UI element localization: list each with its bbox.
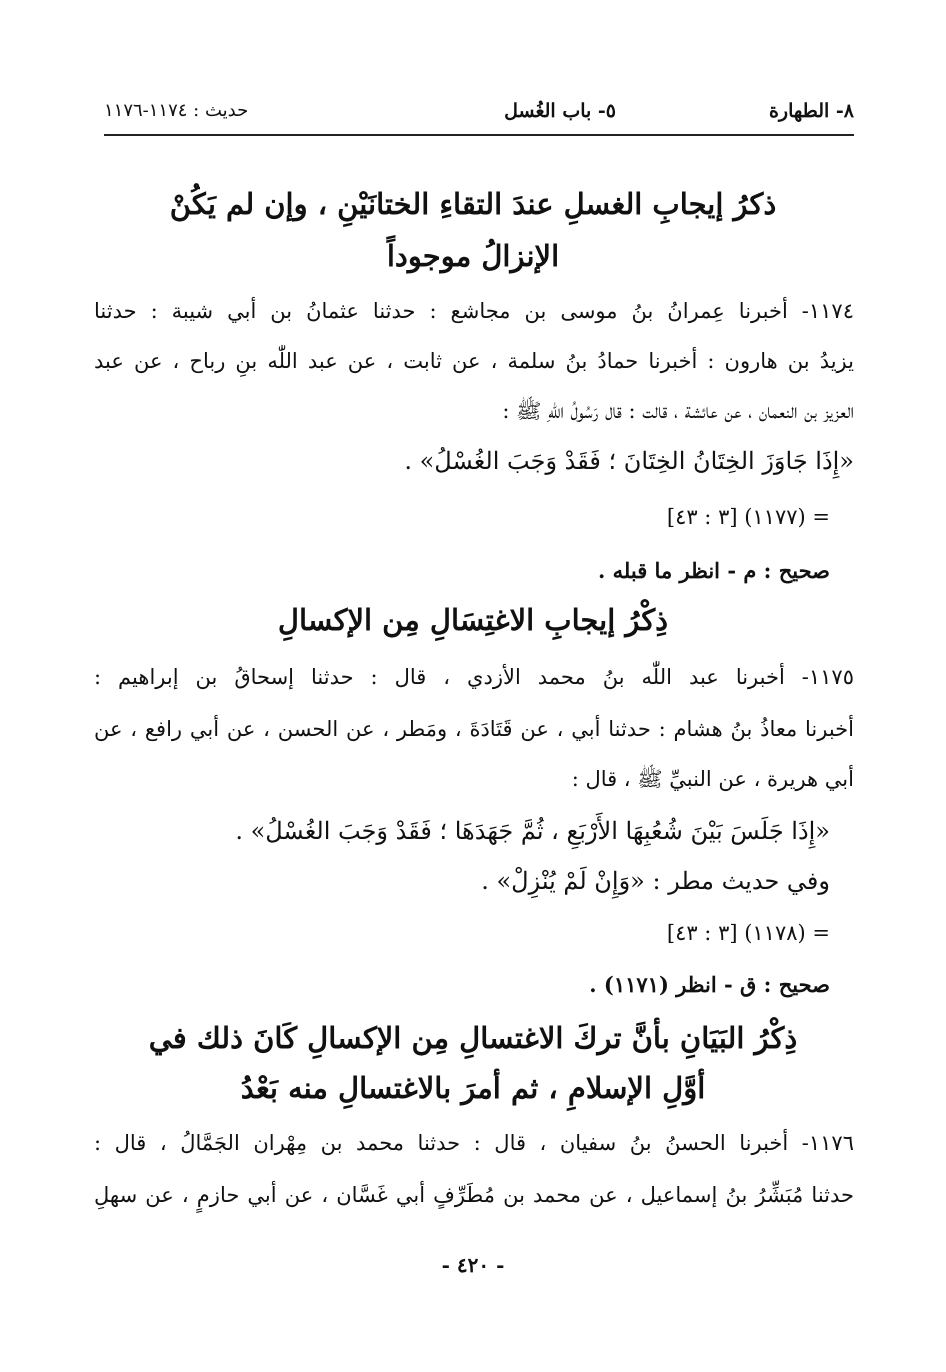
hadith-1174-line-3: العزيز بن النعمان ، عن عائشة ، قالت : قال رَسُولُ اللّٰهِ ﷺ : [502,399,854,423]
chapter-title: ٥- باب الغُسل [504,100,616,122]
section-1-title-line-1: ذكرُ إيجابِ الغسلِ عندَ التقاءِ الختانَيْنِ ، وإن لم يَكُنْ [169,187,777,221]
hadith-1174-reference: = (١١٧٧) [٣ : ٤٣] [666,505,830,529]
section-3-title-line-1: ذِكْرُ البَيَانِ بأنَّ تركَ الاغتسالِ مِن الإكسالِ كَانَ ذلك في [148,1021,798,1055]
hadith-1175-line-3: أبي هريرة ، عن النبيِّ ﷺ ، قال : [571,767,854,791]
hadith-1175-text: «إِذَا جَلَسَ بَيْنَ شُعُبِهَا الأَرْبَعِ ، ثُمَّ جَهَدَهَا ؛ فَقَدْ وَجَبَ الغُسْلُ» . [235,817,830,845]
book-title: ٨- الطهارة [768,100,854,122]
section-3-title-line-2: أوَّلِ الإسلامِ ، ثم أمرَ بالاغتسالِ منه بَعْدُ [240,1071,706,1105]
hadith-1176-line-1: ١١٧٦- أخبرنا الحسنُ بنُ سفيان ، قال : حدثنا محمد بن مِهْران الجَمَّالُ ، قال : [94,1131,854,1155]
hadith-1176-line-2: حدثنا مُبَشِّرُ بنُ إسماعيل ، عن محمد بن مُطَرِّفٍ أبي غَسَّان ، عن أبي حازمٍ ، عن سهلِ [94,1183,855,1207]
page-header [104,100,854,136]
hadith-1175-line-2: أخبرنا معاذُ بنُ هشام : حدثنا أبي ، عن قَتَادَةَ ، ومَطر ، عن الحسن ، عن أبي رافع ، عن [94,717,854,741]
page-number: - ٤٢٠ - [441,1253,505,1277]
hadith-1174-line-2: يزيدُ بن هارون : أخبرنا حمادُ بنُ سلمة ، عن ثابت ، عن عبد اللّٰه بنِ رباح ، عن عبد [94,349,854,373]
hadith-1175-grade: صحيح : ق - انظر (١١٧١) . [589,972,830,997]
hadith-1174-text: «إِذَا جَاوَزَ الخِتَانُ الخِتَانَ ؛ فَقَدْ وَجَبَ الغُسْلُ» . [404,447,854,475]
hadith-range: حديث : ١١٧٤-١١٧٦ [104,100,249,121]
hadith-1174-line-1: ١١٧٤- أخبرنا عِمرانُ بنُ موسى بن مجاشع : حدثنا عثمانُ بن أبي شيبة : حدثنا [94,299,854,323]
hadith-1175-note: وفي حديث مطر : «وَإِنْ لَمْ يُنْزِلْ» . [481,867,830,895]
hadith-1175-reference: = (١١٧٨) [٣ : ٤٣] [666,921,830,945]
section-1-title-line-2: الإنزالُ موجوداً [386,239,560,273]
hadith-1174-grade: صحيح : م - انظر ما قبله . [598,558,830,583]
section-2-title: ذِكْرُ إيجابِ الاغتِسَالِ مِن الإكسالِ [277,603,669,637]
hadith-1175-line-1: ١١٧٥- أخبرنا عبد اللّٰه بنُ محمد الأزدي ، قال : حدثنا إسحاقُ بن إبراهيم : [94,665,854,689]
